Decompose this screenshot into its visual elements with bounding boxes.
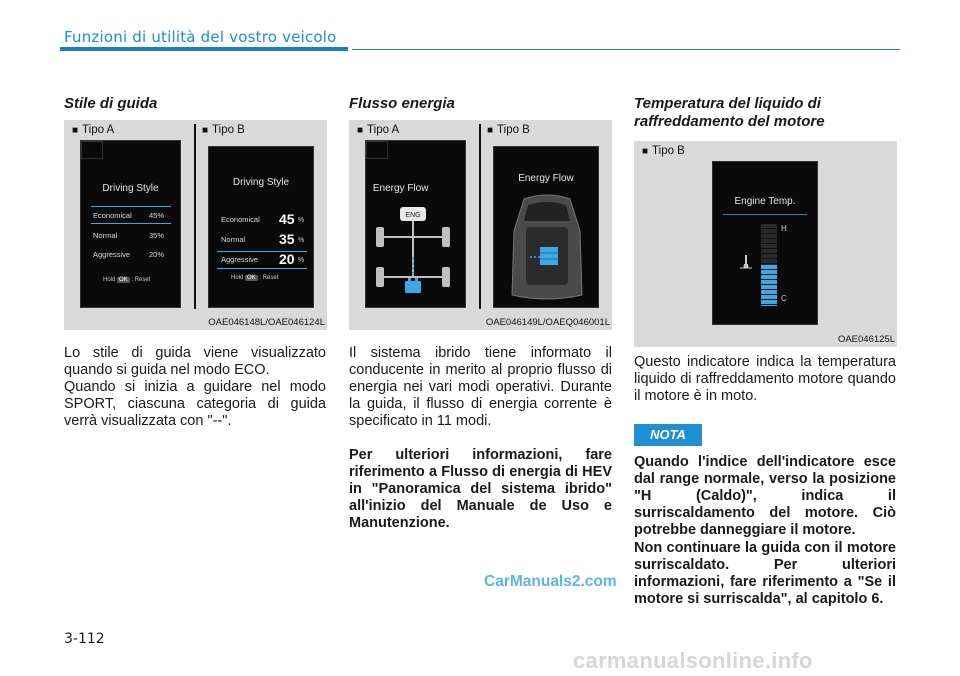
hold-text: Hold [231, 275, 244, 281]
hold-reset-hint [103, 277, 150, 283]
temp-gauge [761, 224, 777, 306]
screen-corner-frame [81, 141, 103, 159]
driving-style-paragraph-2: Quando si inizia a guidare nel modo SPORT, ciascuna categoria di guida verrà visualizzata con "--". [64, 379, 326, 429]
highlight-line [723, 214, 807, 215]
coolant-temp-figure [634, 141, 897, 347]
header-rule-thin [352, 49, 900, 50]
tab-label-b: ■ Tipo B [202, 124, 245, 136]
cold-label: C [781, 294, 787, 303]
highlight-line [217, 268, 307, 269]
reset-text: : Reset [131, 277, 151, 283]
carmanuals-watermark: CarManuals2.com [484, 573, 617, 590]
row-value: 20 [279, 251, 295, 267]
gauge-fill [761, 265, 777, 306]
figure-divider [479, 124, 481, 309]
driving-style-screen-b [208, 146, 314, 308]
header-rule-thick [60, 47, 348, 51]
coolant-temp-heading: Temperatura del liquido di raffreddamento del motore [634, 95, 825, 130]
reset-text: : Reset [259, 275, 279, 281]
energy-flow-screen-a [365, 140, 466, 308]
note-paragraph-1: Quando l'indice dell'indicatore esce dal range normale, verso la posizione "H (Caldo)", indica il surriscaldamento del motore. Ciò potrebbe danneggiare il motore. [634, 454, 896, 538]
hold-reset-hint [231, 275, 278, 281]
highlight-line [91, 223, 171, 224]
figure-divider [194, 124, 196, 309]
figure-code: OAE046125L [837, 334, 895, 345]
energy-flow-paragraph-1: Il sistema ibrido tiene informato il conducente in merito al proprio flusso di energia nei vari modi operativi. Durante la guida, il flusso di energia corrente è specificato in 11 modi. [349, 345, 612, 429]
driving-style-heading: Stile di guida [64, 95, 158, 112]
screen-title: Energy Flow [372, 183, 429, 194]
nota-badge: NOTA [634, 424, 702, 446]
energy-flow-diagram [374, 199, 459, 299]
screen-title: Energy Flow [518, 173, 574, 184]
coolant-temp-paragraph: Questo indicatore indica la temperatura liquido di raffreddamento motore quando il motore è in moto. [634, 354, 896, 404]
row-value: 35 [279, 231, 295, 247]
hold-text: Hold [103, 277, 116, 283]
figure-code: OAE046149L/OAEQ046001L [485, 317, 610, 328]
row-unit: % [298, 237, 305, 244]
screen-title: Driving Style [102, 183, 159, 194]
engine-temp-screen [712, 161, 818, 325]
driving-style-screen-a [80, 140, 181, 308]
row-label: Normal [221, 235, 246, 244]
highlight-line [91, 206, 171, 207]
engine-label: ENG [405, 212, 421, 219]
ok-button-icon: OK [247, 275, 256, 281]
row-unit: % [298, 217, 305, 224]
row-label: Economical [93, 211, 132, 220]
row-value: 35% [149, 231, 165, 240]
energy-flow-heading: Flusso energia [349, 95, 455, 112]
row-unit: % [298, 257, 305, 264]
ok-button-icon: OK [119, 277, 128, 283]
row-label: Economical [221, 215, 260, 224]
tab-label-b: ■ Tipo B [642, 145, 685, 157]
tab-label-a: ■ Tipo A [357, 124, 399, 136]
figure-code: OAE046148L/OAE046124L [208, 317, 325, 328]
site-watermark: carmanualsonline.info [573, 648, 813, 673]
row-label: Aggressive [93, 250, 131, 259]
row-value: 45 [279, 211, 295, 227]
page-number: 3-112 [64, 631, 105, 647]
energy-flow-screen-b [493, 146, 599, 308]
row-label: Aggressive [221, 255, 259, 264]
hot-label: H [781, 224, 787, 233]
note-paragraph-2: Non continuare la guida con il motore surriscaldato. Per ulteriori informazioni, fare riferimento a "Se il motore si surriscalda", al capitolo 6. [634, 540, 896, 607]
energy-flow-paragraph-2: Per ulteriori informazioni, fare riferimento a Flusso di energia di HEV in "Panoramica del sistema ibrido" all'inizio del Manuale de Uso e Manutenzione. [349, 447, 612, 531]
screen-corner-frame [366, 141, 388, 159]
driving-style-paragraph-1: Lo stile di guida viene visualizzato quando si guida nel modo ECO. [64, 345, 326, 378]
energy-flow-figure [349, 120, 612, 330]
screen-title: Engine Temp. [734, 196, 796, 207]
tab-label-b: ■ Tipo B [487, 124, 530, 136]
coolant-thermometer-icon [739, 254, 753, 270]
row-label: Normal [93, 231, 118, 240]
section-title: Funzioni di utilità del vostro veicolo [64, 28, 337, 46]
car-top-view-icon [504, 191, 590, 303]
screen-title: Driving Style [232, 177, 290, 188]
driving-style-figure [64, 120, 327, 330]
row-value: 45% [149, 211, 165, 220]
row-value: 20% [149, 250, 165, 259]
gauge-upper [761, 224, 777, 265]
tab-label-a: ■ Tipo A [72, 124, 114, 136]
